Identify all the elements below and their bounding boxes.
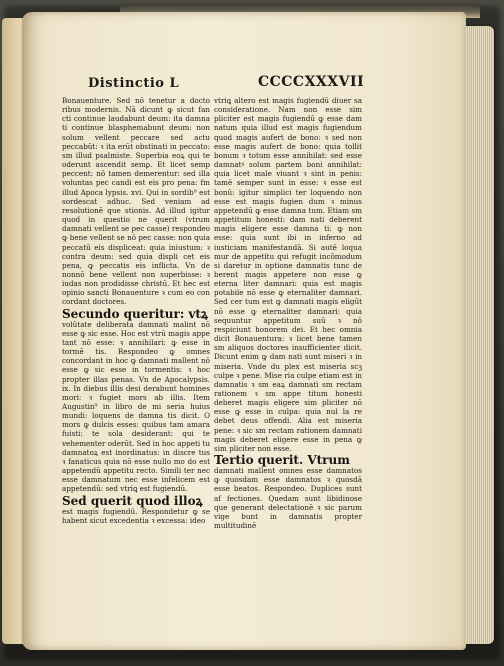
right-paragraph-2: damnati mallent omnes esse damnatos ꝙ quosdam esse damnatos ꝛ quosdā esse beatos. Respondeo. Duplices sunt af fectiones. Quedam sunt libidinose que generant delectationē ꝛ sic parum vige bunt in damnatis propter multitudinē	[214, 466, 362, 531]
right-paragraph-1: vtriꝗ altero est magis fugiendū diuer sa consideratione. Nam non esse sim pliciter est magis fugiendū ꝙ esse dam natum quia illud est magis fugiendum quod magis aufert de bono: ꝛ sed non esse magis aufert de bono: quia tollit bonum ꝛ totum esse annihilat: sed esse damnatꝰ solum partem boni annihilat: quia licet male viuant ꝛ sint in penis: tamē semper sunt in esse: ꝛ esse est bonū: igitur simplici ter loquendo non esse est magis fugien dum ꝛ minus appetendū ꝙ esse damna tum. Etiam sm appetitum honesti: dam nati deberent magis eligere esse damna ti: ꝙ non esse: quia sunt ibi in inferno ad iusticiam manifestandā. Si autē loqua mur de appetitu qui refugit incōmodum si daretur in optione damnatis tunc de berent magis appetere non esse ꝙ eterna liter damnari: quia est magis potabile nō esse ꝙ eternaliter damnari. Sed cer tum est ꝙ damnati magis eligūt nō esse ꝙ eternaliter damnari: quia sequuntur appetitum suū ꝛ nō respiciunt honorem dei. Et hec omnia dicit Bonauentura: ꝛ licet bene tamen sm aliquos doctores insufficienter dicit. Dicunt enim ꝙ dam nati sunt miseri ꝛ in miseria. Vnde du plex est miseria scꝫ culpe ꝛ pene. Mise ria culpe etiam est in damnatis ꝛ sm eaꝝ damnati sm rectam rationem ꝛ sm appe titum honesti deberet magis eligere sim pliciter nō esse ꝙ esse in culpa: quia nul la re debet deus offendi. Alia est miseria pene: ꝛ sic sm rectam rationem damnati magis deberet eligere esse in pena ꝙ sim pliciter non esse.	[214, 96, 362, 453]
section-heading-secundo: Secundo queritur: vtꝝ	[62, 306, 208, 321]
right-text-column	[214, 96, 362, 530]
folio-number: CCCCXXXVII	[258, 74, 365, 90]
section-heading-tertio: Tertio querit. Vtrum	[214, 453, 350, 468]
left-text-column	[62, 96, 210, 525]
left-paragraph-1: Bonauenture. Sed nō tenetur a docto ribus modernis. Nā dicunt ꝙ sicut fan cti continue laudabunt deum: ita damna ti continue blasphemabunt deum: non solum vellent peccare sed actu peccabūt: ꝛ ita erūt obstinati in peccato: sm illud psalmiste. Superbia eoꝝ qui te oderunt ascendit semꝑ. Et licet semp peccent: nō tamen demerentur: sed illa voluntas pec candi est eis pro pena: fm illud Apoca lypsis. xvi. Qui in sordib⁹ est sordescat adhuc. Sed veniam ad resolutionē que stionis. Ad illud igitur quod in questio ne querit (vtrum damnati vellent se pec casse) respondeo ꝙ bene vellent se nō pec casse: non quia peccatū eis displiceat: quia iniustum: ꝛ contra deum: sed quia displi cet eis pena, ꝙ peccatis eis inflicta. Vn de nonnō bene vellent non superbisse: ꝛ iudas non prodidisse christū. Et hec est opinio sancti Bonauenture ꝛ cum eo con cordant doctores.	[62, 96, 210, 307]
left-paragraph-2: volūtate deliberata damnati malint nō esse ꝙ sic esse. Hoc est vtrū magis appe tant nō esse: ꝛ annihilari: ꝙ esse in tormē tis. Respondeo ꝙ omnes concordant in hoc ꝙ damnati mallent nō esse ꝙ sic esse in tormentis: ꝛ hoc propter illas penas. Vn de Apocalypsis. ix. In diebus illis desi derabunt homines mori: ꝛ fugiet mors ab illis. Item Augustin⁹ in libro de mi seria huius mundi: loquens de damna tis dicit. O mors ꝙ dulcis esses: quibus tam amara fuisti: te sola desiderant: qui te vehementer oderūt. Sed in hoc appeti tu damnatoꝝ est inordinatus: in discre tus ꝛ fanaticus quia nō esse nullo mo do est appetendū appetitu recto. Simili ter nec esse damnatum nec esse infelicem est appetendū: sed vtriꝗ est fugiendū.	[62, 319, 210, 494]
left-paragraph-3: est magis fugiendū. Respondetur ꝙ se habent sicut excedentia ꝛ excessa: ideo	[62, 506, 210, 525]
running-head-left: Distinctio L	[88, 76, 180, 91]
section-heading-sed-querit: Sed querit quod illoꝝ	[62, 493, 203, 508]
